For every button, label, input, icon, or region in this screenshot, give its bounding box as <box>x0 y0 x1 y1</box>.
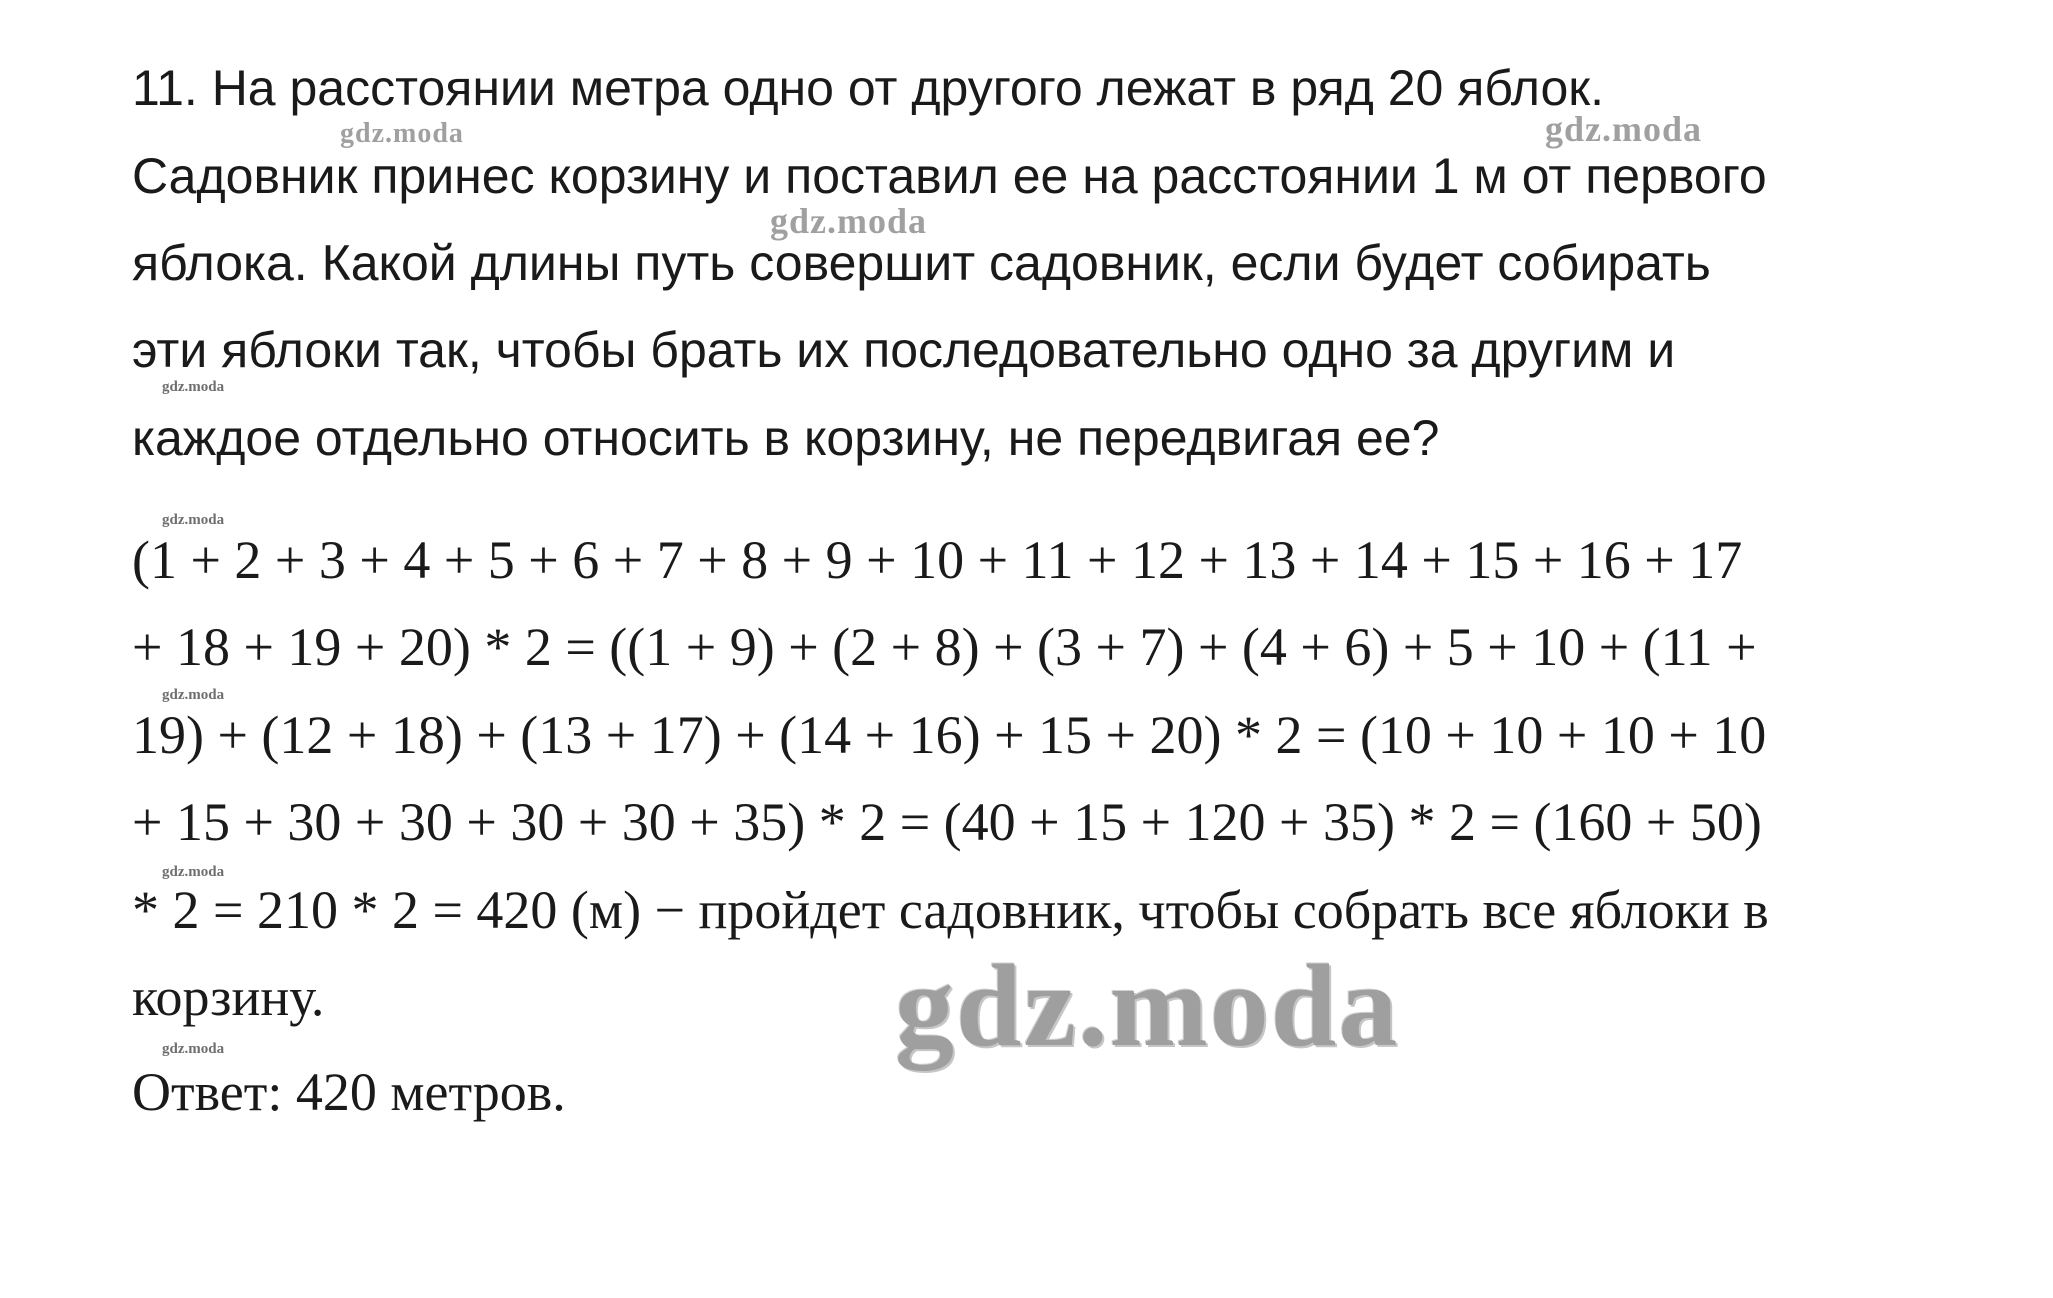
problem-line-3: яблока. Какой длины путь совершит садовник, если будет собирать <box>132 235 1711 291</box>
watermark-logo: gdz.moda <box>162 864 225 880</box>
solution-line-6: корзину. <box>132 967 325 1027</box>
solution-line-1: (1 + 2 + 3 + 4 + 5 + 6 + 7 + 8 + 9 + 10 + 11 + 12 + 13 + 14 + 15 + 16 + 17 <box>132 530 1743 590</box>
answer-line: Ответ: 420 метров. <box>132 1062 566 1122</box>
problem-line-4: эти яблоки так, чтобы брать их последовательно одно за другим и <box>132 322 1676 378</box>
watermark-logo: gdz.moda <box>162 1041 225 1057</box>
solution-line-5: * 2 = 210 * 2 = 420 (м) − пройдет садовник, чтобы собрать все яблоки в <box>132 880 1769 940</box>
solution-line-4: + 15 + 30 + 30 + 30 + 30 + 35) * 2 = (40 + 15 + 120 + 35) * 2 = (160 + 50) <box>132 792 1762 852</box>
watermark-logo: gdz.moda <box>162 512 225 528</box>
watermark-logo-large: gdz.moda <box>895 940 1400 1071</box>
problem-line-5: каждое отдельно относить в корзину, не передвигая ее? <box>132 410 1440 466</box>
problem-line-1: 11. На расстоянии метра одно от другого лежат в ряд 20 яблок. <box>132 60 1605 116</box>
watermark-logo: gdz.moda <box>770 201 928 241</box>
problem-line-2: Садовник принес корзину и поставил ее на расстоянии 1 м от первого <box>132 148 1767 204</box>
solution-line-3: 19) + (12 + 18) + (13 + 17) + (14 + 16) + 15 + 20) * 2 = (10 + 10 + 10 + 10 <box>132 705 1767 765</box>
watermark-logo: gdz.moda <box>1545 109 1703 149</box>
solution-line-2: + 18 + 19 + 20) * 2 = ((1 + 9) + (2 + 8) + (3 + 7) + (4 + 6) + 5 + 10 + (11 + <box>132 617 1757 677</box>
watermark-logo: gdz.moda <box>162 379 225 395</box>
watermark-logo: gdz.moda <box>340 118 464 149</box>
watermark-logo: gdz.moda <box>162 687 225 703</box>
